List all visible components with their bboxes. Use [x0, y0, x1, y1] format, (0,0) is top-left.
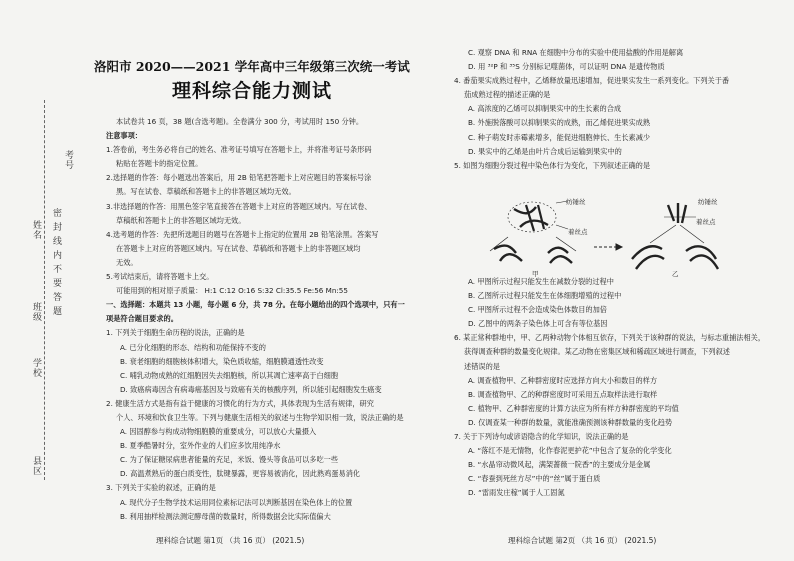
text-line: 获得调查种群的数量变化规律。某乙动物在密集区域和稀疏区域进行调查，下列叙述 — [464, 347, 730, 357]
text-line: D. 高温煮熟后的蛋白质变性，肽键暴露，更容易被消化，因此熟鸡蛋易消化 — [120, 469, 361, 479]
text-line: 本试卷共 16 页，38 题(含选考题)。全卷满分 300 分，考试用时 150 分钟。 — [116, 117, 364, 126]
text-line: B. 乙图所示过程只能发生在体细胞增殖的过程中 — [468, 291, 622, 301]
text-line: 一、选择题：本题共 13 小题，每小题 6 分，共 78 分。在每小题给出的四个选项中，只有一 — [106, 300, 405, 310]
page-1-column — [74, 0, 424, 561]
figure-label-yi: 乙 — [672, 270, 679, 278]
text-line: D. 用 ³²P 和 ³⁵S 分别标记噬菌体，可以证明 DNA 是遗传物质 — [468, 62, 665, 72]
text-line: A. 调查植物甲、乙种群密度时应选择方向大小和数目的样方 — [468, 375, 658, 385]
field-class-label: 班级 — [31, 302, 41, 322]
text-line: C. 为了保证糖尿病患者能量的充足，米饭、馒头等食品可以多吃一些 — [120, 455, 339, 465]
text-line: C. 观察 DNA 和 RNA 在细胞中分布的实验中使用盐酸的作用是解离 — [468, 48, 684, 57]
text-line: 无效。 — [116, 257, 138, 267]
text-line: 1. 下列关于细胞生命历程的说法，正确的是 — [106, 328, 245, 338]
seal-notice: 密封线内不要答题 — [51, 208, 61, 320]
text-line: A. 甲图所示过程只能发生在减数分裂的过程中 — [468, 277, 614, 286]
text-line: 3.非选择题的作答：用黑色签字笔直接答在答题卡上对应的答题区域内。写在试卷、 — [106, 201, 372, 211]
text-line: D. 致癌病毒因含有病毒癌基因及与致癌有关的核酸序列，所以能引起细胞发生癌变 — [120, 384, 382, 394]
text-line: D. 乙图中的两条子染色体上可含有等位基因 — [468, 319, 608, 329]
chromosome-diagram — [464, 195, 734, 277]
text-line: 粘贴在答题卡的指定位置。 — [116, 159, 203, 169]
text-line: B. 外施脱落酸可以抑制果实的成熟，而乙烯促进果实成熟 — [468, 118, 651, 128]
text-line: 4. 番茄果实成熟过程中，乙烯释放量迅速增加，促进果实发生一系列变化。下列关于番 — [454, 76, 730, 86]
text-line: 2.选择题的作答：每小题选出答案后，用 2B 铅笔把答题卡上对应题目的答案标号涂 — [106, 173, 372, 183]
figure-label-jia: 甲 — [532, 270, 539, 278]
exam-title: 洛阳市 2020——2021 学年高中三年级第三次统一考试 — [94, 59, 410, 74]
field-name-label: 姓名 — [31, 220, 41, 240]
chromosome-figure — [464, 195, 734, 277]
text-line: C. 种子萌发时赤霉素增多，能促进细胞伸长、生长素减少 — [468, 132, 651, 142]
binding-margin — [0, 0, 73, 561]
text-line: A. 因固醇参与构成动物细胞膜的重要成分，可以放心大量摄入 — [120, 427, 317, 437]
text-line: 3. 下列关于实验的叙述，正确的是 — [106, 483, 216, 493]
text-line: D. 仅调查某一种群的数量，就能准确预测该种群数量的变化趋势 — [468, 417, 673, 427]
figure-tag-spindle-2: 纺锤丝 — [698, 198, 718, 206]
exam-subtitle: 理科综合能力测试 — [172, 80, 333, 102]
text-line: B. 夏季酷暑时分，室外作业的人们应多饮用纯净水 — [120, 441, 281, 451]
text-line: 6. 某正常种群地中，甲、乙两种动物个体相互依存，下列关于该种群的说法，与标志重捕法相关， — [454, 333, 766, 343]
field-district-label: 县区 — [31, 456, 41, 476]
text-line: C. 甲图所示过程不会造成染色体数目的加倍 — [468, 305, 607, 315]
text-line: 注意事项： — [106, 131, 142, 141]
text-line: C. 哺乳动物成熟的红细胞因失去细胞核，所以其凋亡速率高于白细胞 — [120, 370, 339, 380]
field-school-label: 学校 — [31, 358, 41, 378]
text-line: B. 衰老细胞的细胞核体积增大，染色质收缩，细胞膜通透性改变 — [120, 356, 324, 366]
text-line: 4.选考题的作答：先把所选题目的题号在答题卡上指定的位置用 2B 铅笔涂黑。答案写 — [106, 229, 379, 239]
seal-line — [44, 100, 45, 480]
text-line: A. 现代分子生物学技术运用同位素标记法可以判断基因在染色体上的位置 — [120, 497, 353, 507]
page-2-body-bottom — [454, 275, 774, 501]
page-1-footer: 理科综合试题 第1页 （共 16 页） (2021.5) — [156, 536, 305, 545]
text-line: 5. 如图为细胞分裂过程中染色体行为变化，下列叙述正确的是 — [454, 160, 651, 170]
figure-tag-spindle-1: 纺锤丝 — [566, 198, 586, 206]
text-line: A. 高浓度的乙烯可以抑制果实中的生长素的合成 — [468, 104, 622, 114]
page-1-body — [106, 115, 428, 524]
page-2-column — [444, 0, 774, 561]
text-line: 1.答卷前，考生务必将自己的姓名、准考证号填写在答题卡上，并将准考证号条形码 — [106, 145, 372, 155]
text-line: D. 果实中的乙烯是由叶片合成后运输到果实中的 — [468, 146, 622, 156]
text-line: 2. 健康生活方式是指有益于健康的习惯化的行为方式，具体表现为生活有规律，研究 — [106, 398, 374, 408]
text-line: 在答题卡上对应的答题区域内。写在试卷、草稿纸和答题卡上的非答题区域均 — [116, 243, 361, 253]
text-line: 项是符合题目要求的。 — [106, 314, 178, 324]
text-line: 可能用到的相对原子质量： H:1 C:12 O:16 S:32 Cl:35.5 Fe:56 Mn:55 — [116, 286, 348, 296]
text-line: A. “落红不是无情物，化作春泥更护花”中包含了复杂的化学变化 — [468, 446, 672, 456]
figure-tag-centromere-2: 着丝点 — [696, 218, 716, 226]
text-line: 黑。写在试卷、草稿纸和答题卡上的非答题区域均无效。 — [116, 187, 296, 197]
text-line: 茄成熟过程的描述正确的是 — [464, 90, 551, 100]
text-line: B. 调查植物甲、乙的种群密度时可采用五点取样法进行取样 — [468, 389, 658, 399]
text-line: 7. 关于下列诗句或谚语隐含的化学知识，说法正确的是 — [454, 432, 629, 442]
field-exam-number-label: 考号 — [63, 150, 73, 170]
page-2-footer: 理科综合试题 第2页 （共 16 页） (2021.5) — [508, 536, 657, 545]
text-line: 个人、环境和饮食卫生等。下列与健康生活相关的叙述与生物学知识相一致，说法正确的是 — [116, 412, 404, 422]
figure-tag-centromere-1: 着丝点 — [568, 228, 588, 236]
text-line: 5.考试结束后，请将答题卡上交。 — [106, 272, 214, 282]
text-line: D. “雷雨发庄稼”属于人工固氮 — [468, 488, 565, 498]
page-2-body-top — [454, 46, 774, 173]
text-line: 草稿纸和答题卡上的非答题区域均无效。 — [116, 215, 246, 225]
text-line: 述错误的是 — [464, 361, 500, 371]
text-line: A. 已分化细胞的形态、结构和功能保持不变的 — [120, 342, 266, 352]
text-line: C. 植物甲、乙种群密度的计算方法应为所有样方种群密度的平均值 — [468, 403, 679, 413]
text-line: B. “水晶帘动微风起，满架蔷薇一院香”的主要成分是金属 — [468, 460, 651, 470]
text-line: B. 利用抽样检测法测定酵母菌的数量时，所得数据会比实际值偏大 — [120, 511, 331, 521]
text-line: C. “春蚕到死丝方尽”中的“丝”属于蛋白质 — [468, 474, 601, 484]
